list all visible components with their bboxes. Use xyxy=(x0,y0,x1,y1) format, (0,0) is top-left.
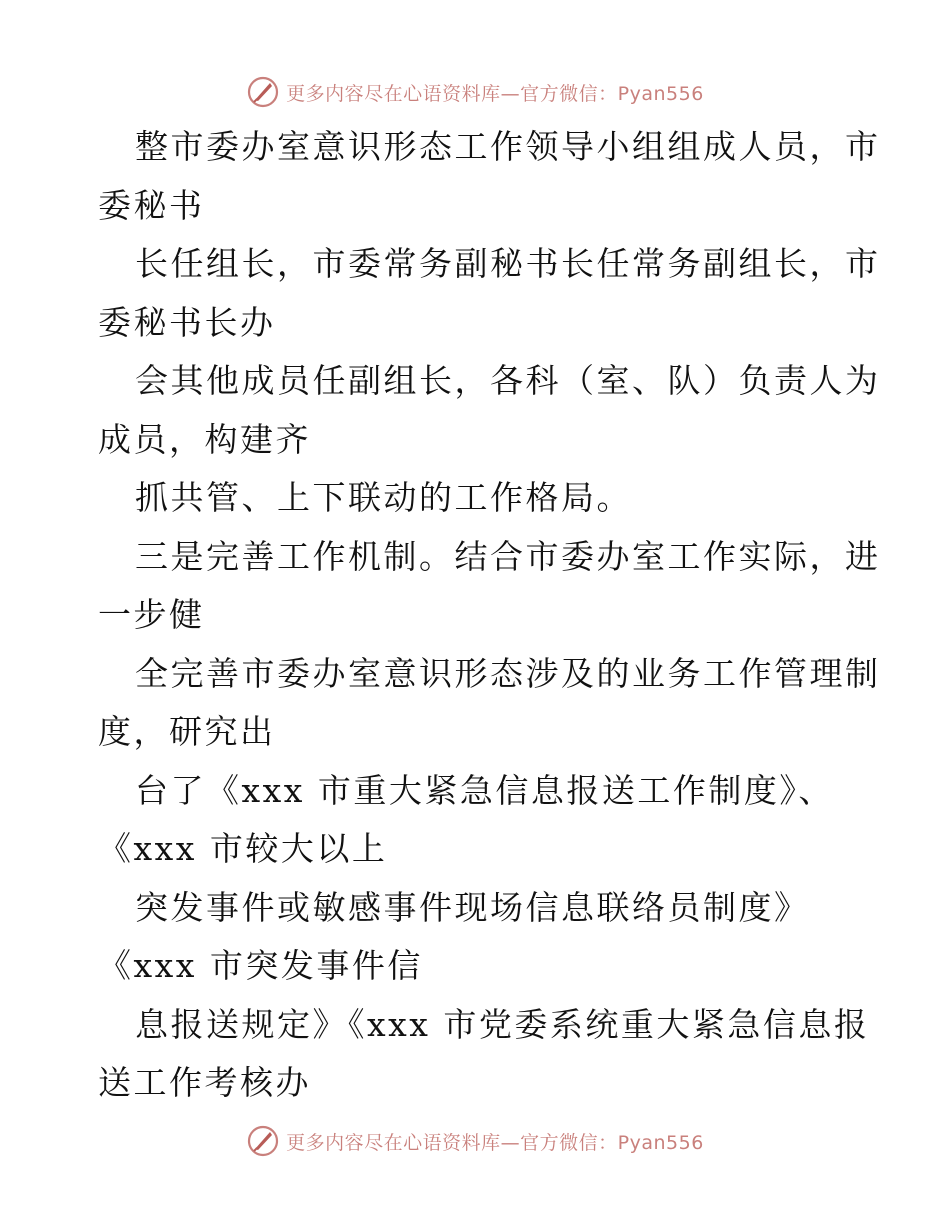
text-line: 一步健 xyxy=(98,595,205,634)
footer-watermark xyxy=(0,1121,950,1161)
text-line: 会其他成员任副组长，各科（室、队）负责人为 xyxy=(135,361,881,400)
quill-logo-icon xyxy=(246,1124,280,1158)
text-line: 三是完善工作机制。结合市委办室工作实际，进 xyxy=(135,536,881,576)
header-watermark xyxy=(0,72,950,112)
text-line: 抓共管、上下联动的工作格局。 xyxy=(135,478,632,517)
text-line: 《xxx 市突发事件信 xyxy=(98,946,423,985)
text-line: 息报送规定》《xxx 市党委系统重大紧急信息报 xyxy=(135,1004,870,1044)
text-line: 送工作考核办 xyxy=(98,1063,311,1102)
text-line: 整市委办室意识形态工作领导小组组成人员，市 xyxy=(135,127,881,166)
text-line: 全完善市委办室意识形态涉及的业务工作管理制 xyxy=(135,653,881,693)
watermark-text: 更多内容尽在心语资料库—官方微信：Pyan556 xyxy=(286,1131,704,1154)
text-line: 委秘书长办 xyxy=(98,302,276,342)
watermark-text: 更多内容尽在心语资料库—官方微信：Pyan556 xyxy=(286,82,704,105)
text-line: 委秘书 xyxy=(98,185,205,225)
text-line: 台了《xxx 市重大紧急信息报送工作制度》、 xyxy=(135,770,834,810)
text-line: 度，研究出 xyxy=(98,712,276,751)
text-line: 长任组长，市委常务副秘书长任常务副组长，市 xyxy=(135,244,881,283)
text-line: 《xxx 市较大以上 xyxy=(98,829,388,868)
document-body xyxy=(98,118,881,1113)
text-line: 突发事件或敏感事件现场信息联络员制度》 xyxy=(135,887,810,927)
text-line: 成员，构建齐 xyxy=(98,419,311,459)
quill-logo-icon xyxy=(246,75,280,109)
